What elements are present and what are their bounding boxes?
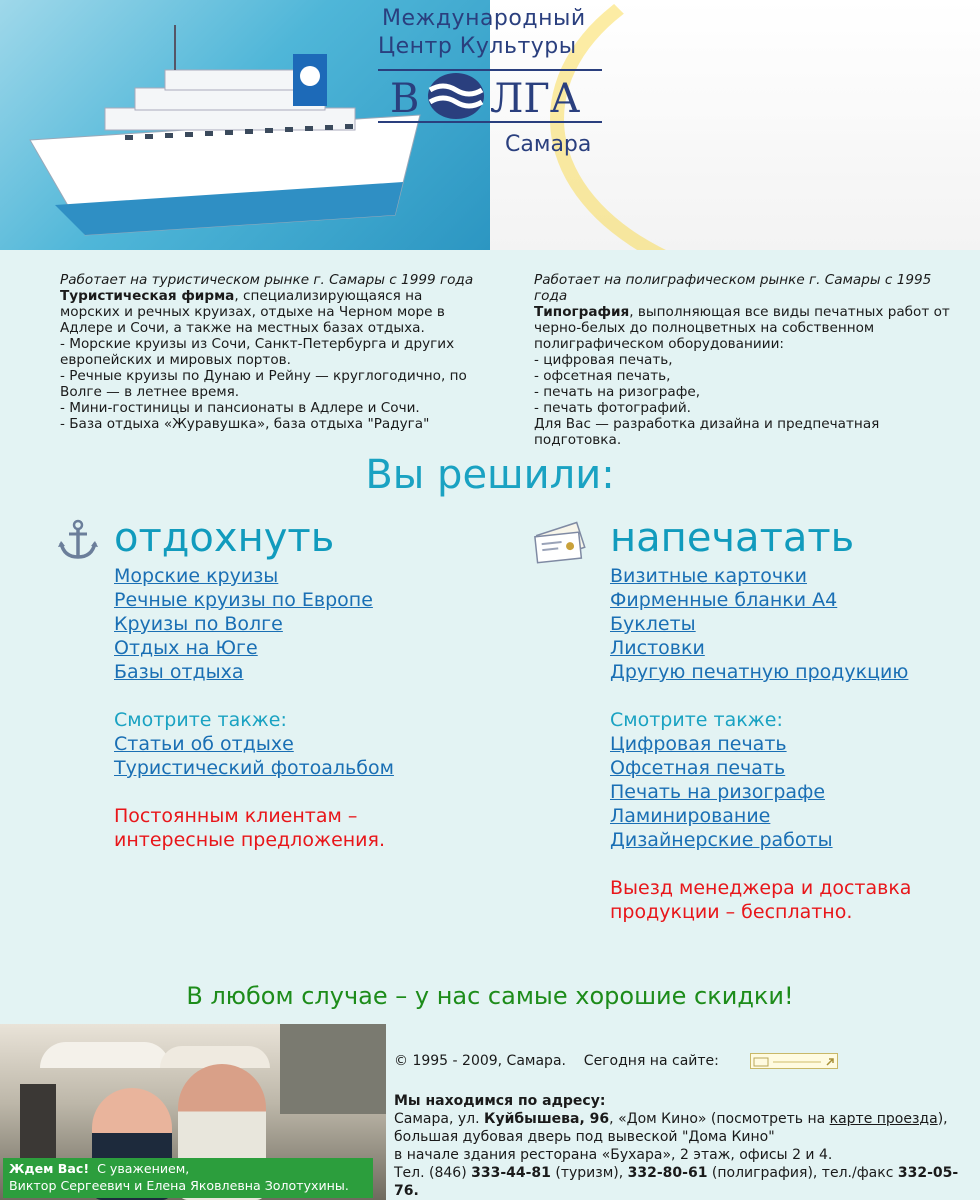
tel-printing-note: (полиграфия), тел./факс — [707, 1165, 898, 1181]
tourism-kind-rest: , специализирующаяся на морских и речных круизах, отдыхе на Черном море в Адлере и Сочи, а также на местных базах отдыха. — [60, 288, 445, 336]
tourism-since: Работает на туристическом рынке г. Самары с 1999 года — [60, 272, 474, 288]
phone-line — [394, 1164, 974, 1200]
link-risograph-print[interactable]: Печать на ризографе — [610, 781, 826, 803]
today-on-site-label: Сегодня на сайте: — [583, 1053, 719, 1069]
printing-line: - офсетная печать, — [534, 368, 671, 384]
counter-badge-icon[interactable] — [750, 1053, 838, 1069]
printing-since: Работает на полиграфическом рынке г. Самары с 1995 года — [534, 272, 932, 304]
link-tour-photo-album[interactable]: Туристический фотоальбом — [114, 757, 394, 779]
printing-description — [534, 304, 954, 352]
tourism-promo-line: интересные предложения. — [114, 829, 386, 851]
discount-banner: В любом случае – у нас самые хорошие скидки! — [186, 982, 794, 1010]
tourism-promo-note — [114, 804, 494, 852]
link-river-cruises-europe[interactable]: Речные круизы по Европе — [114, 589, 373, 611]
tel-fax: 332-05-76. — [394, 1165, 959, 1199]
caption-wait: Ждем Вас! — [9, 1161, 90, 1176]
link-sea-cruises[interactable]: Морские круизы — [114, 565, 279, 587]
link-digital-print[interactable]: Цифровая печать — [610, 733, 787, 755]
tourism-see-also: Смотрите также: — [114, 709, 287, 731]
wave-o-icon — [428, 73, 484, 119]
addr-street: Куйбышева, 96 — [484, 1111, 610, 1127]
tourism-intro — [60, 272, 480, 432]
tel-tourism-note: (туризм), — [550, 1165, 628, 1181]
caption-names: Виктор Сергеевич и Елена Яковлевна Золотухины. — [9, 1178, 349, 1193]
printing-intro — [534, 272, 954, 448]
link-south-rest[interactable]: Отдых на Юге — [114, 637, 258, 659]
copyright-line — [394, 1052, 719, 1070]
tourism-kind: Туристическая фирма — [60, 288, 235, 304]
logo-city: Самара — [505, 132, 592, 157]
link-offset-print[interactable]: Офсетная печать — [610, 757, 786, 779]
tourism-line: - Речные круизы по Дунаю и Рейну — круглогодично, по Волге — в летнее время. — [60, 368, 467, 400]
printing-line: - печать на ризографе, — [534, 384, 701, 400]
tourism-promo-line: Постоянным клиентам – — [114, 805, 358, 827]
printing-line: - цифровая печать, — [534, 352, 673, 368]
photo-caption — [3, 1158, 373, 1198]
tourism-line: - База отдыха «Журавушка», база отдыха "Радуга" — [60, 416, 430, 432]
tel-printing: 332-80-61 — [627, 1165, 708, 1181]
volga-logo-mark — [378, 64, 602, 126]
link-letterheads[interactable]: Фирменные бланки А4 — [610, 589, 838, 611]
menu-board-shape — [20, 1084, 56, 1164]
address-line3: в начале здания ресторана «Бухара», 2 этаж, офисы 2 и 4. — [394, 1147, 833, 1163]
business-cards-icon — [532, 518, 592, 566]
link-other-print[interactable]: Другую печатную продукцию — [610, 661, 909, 683]
counter-graphic — [751, 1055, 837, 1069]
printing-title: напечатать — [610, 515, 855, 561]
decided-heading: Вы решили: — [365, 452, 615, 498]
addr-city: Самара, ул. — [394, 1111, 484, 1127]
copyright-text: © 1995 - 2009, Самара. — [394, 1053, 566, 1069]
logo-letters-lga: ЛГА — [490, 76, 581, 122]
tourism-line: - Морские круизы из Сочи, Санкт-Петербурга и других европейских и мировых портов. — [60, 336, 455, 368]
address-block — [394, 1110, 974, 1200]
tourism-links — [114, 564, 494, 852]
addr-close: ), — [937, 1111, 948, 1127]
logo-title-line2: Центр Культуры — [378, 34, 577, 59]
tel-prefix: Тел. (846) — [394, 1165, 472, 1181]
link-business-cards[interactable]: Визитные карточки — [610, 565, 807, 587]
map-link[interactable]: карте проезда — [829, 1111, 938, 1127]
link-leaflets[interactable]: Листовки — [610, 637, 705, 659]
address-heading: Мы находимся по адресу: — [394, 1093, 606, 1109]
printing-line: - печать фотографий. — [534, 400, 691, 416]
caption-regards: С уважением, — [97, 1161, 190, 1176]
header-banner — [0, 0, 980, 250]
printing-links — [610, 564, 970, 924]
printing-promo-note — [610, 876, 970, 924]
link-design-works[interactable]: Дизайнерские работы — [610, 829, 833, 851]
printing-kind: Типография — [534, 304, 630, 320]
logo-letter-v: В — [390, 76, 420, 122]
address-line2: большая дубовая дверь под вывеской "Дома Кино" — [394, 1129, 775, 1145]
anchor-icon — [56, 519, 100, 561]
link-volga-cruises[interactable]: Круизы по Волге — [114, 613, 283, 635]
printing-line: Для Вас — разработка дизайна и предпечатная подготовка. — [534, 416, 880, 448]
link-rest-bases[interactable]: Базы отдыха — [114, 661, 244, 683]
tourism-title: отдохнуть — [114, 515, 335, 561]
printing-promo-line: продукции – бесплатно. — [610, 901, 853, 923]
logo-title-line1: Международный — [382, 6, 586, 31]
tel-tourism: 333-44-81 — [471, 1165, 551, 1181]
printing-see-also: Смотрите также: — [610, 709, 783, 731]
link-rest-articles[interactable]: Статьи об отдыхе — [114, 733, 294, 755]
link-booklets[interactable]: Буклеты — [610, 613, 696, 635]
caption-line1 — [9, 1160, 367, 1177]
tree-shape — [280, 1024, 386, 1114]
link-lamination[interactable]: Ламинирование — [610, 805, 771, 827]
printing-promo-line: Выезд менеджера и доставка — [610, 877, 912, 899]
printing-kind-rest: , выполняющая все виды печатных работ от черно-белых до полноцветных на собственном полиграфическом оборудованиии: — [534, 304, 950, 352]
cruise-ship-image — [25, 20, 425, 240]
umbrella-shape — [40, 1042, 170, 1068]
tourism-description — [60, 288, 480, 336]
address-line1 — [394, 1110, 974, 1128]
tourism-line: - Мини-гостиницы и пансионаты в Адлере и Сочи. — [60, 400, 420, 416]
addr-house: , «Дом Кино» (посмотреть на — [609, 1111, 830, 1127]
